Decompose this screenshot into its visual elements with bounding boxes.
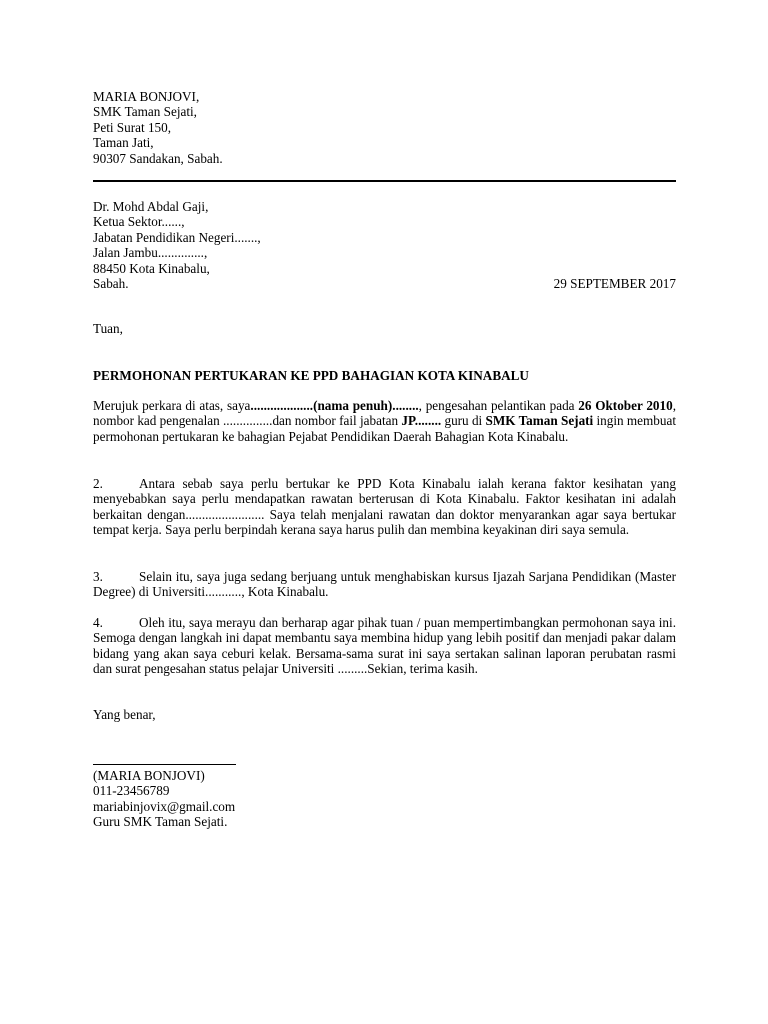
paragraph-2-text: Antara sebab saya perlu bertukar ke PPD Kota Kinabalu ialah kerana faktor kesihatan yang menyebabkan saya perlu mendapatkan rawatan berterusan di Kota Kinabalu. Faktor kesihatan ini adalah berkaitan dengan........................ Saya telah menjalani rawatan dan doktor menyarankan agar saya bertukar tempat kerja. Saya perlu berpindah kerana saya harus pulih dan membina keyakinan diri saya semula.: [93, 476, 676, 538]
file-number: JP........: [401, 413, 442, 429]
paragraph-2: [93, 476, 676, 538]
signer-title: Guru SMK Taman Sejati.: [93, 814, 228, 830]
appointment-date: 26 Oktober 2010: [578, 398, 673, 413]
recipient-state: Sabah.: [93, 276, 129, 292]
recipient-postcode-city: 88450 Kota Kinabalu,: [93, 260, 210, 276]
closing: Yang benar,: [93, 707, 156, 722]
sender-name: MARIA BONJOVI,: [93, 89, 200, 104]
paragraph-4-number: 4.: [93, 615, 103, 630]
paragraph-4-text: Oleh itu, saya merayu dan berharap agar pihak tuan / puan mempertimbangkan permohonan saya ini. Semoga dengan langkah ini dapat membantu saya membina hidup yang lebih positif dan menjadi pakar dalam bidang yang akan saya ceburi kelak. Bersama-sama surat ini saya sertakan salinan laporan perubatan rasmi dan surat pengesahan status pelajar Universiti .........Sekian, terima kasih.: [93, 615, 676, 677]
signer-name: (MARIA BONJOVI): [93, 768, 205, 783]
sender-postcode-city: 90307 Sandakan, Sabah.: [93, 150, 223, 166]
paragraph-1: [93, 398, 676, 444]
salutation: Tuan,: [93, 321, 123, 336]
sender-area: Taman Jati,: [93, 135, 154, 151]
paragraph-3-number: 3.: [93, 569, 103, 584]
paragraph-1-text: guru di: [441, 413, 486, 429]
paragraph-1-text: ingin membuat permohonan pertukaran ke bahagian Pejabat Pendidikan Daerah Bahagian Kota Kinabalu.: [93, 413, 676, 444]
paragraph-3-text: Selain itu, saya juga sedang berjuang untuk menghabiskan kursus Ijazah Sarjana Pendidikan (Master Degree) di Universiti..........., Kota Kinabalu.: [93, 569, 676, 600]
sender-school: SMK Taman Sejati,: [93, 104, 197, 120]
recipient-position: Ketua Sektor......,: [93, 214, 185, 230]
paragraph-3: [93, 569, 676, 600]
recipient-name: Dr. Mohd Abdal Gaji,: [93, 199, 209, 214]
signer-email: mariabinjovix@gmail.com: [93, 798, 236, 814]
header-divider: [93, 180, 676, 182]
recipient-address: [93, 199, 261, 291]
paragraph-4: [93, 615, 676, 677]
full-name-placeholder: ...................(nama penuh)........: [250, 398, 419, 413]
sender-po-box: Peti Surat 150,: [93, 119, 172, 135]
subject-heading: PERMOHONAN PERTUKARAN KE PPD BAHAGIAN KOTA KINABALU: [93, 368, 529, 383]
paragraph-2-number: 2.: [93, 476, 103, 491]
signer-phone: 011-23456789: [93, 783, 170, 799]
school-name: SMK Taman Sejati: [485, 413, 594, 429]
recipient-street: Jalan Jambu..............,: [93, 245, 208, 261]
sender-address: [93, 89, 223, 166]
signature-line: [93, 764, 236, 765]
paragraph-1-text: , nombor kad pengenalan ...............dan nombor fail jabatan: [93, 398, 677, 429]
recipient-department: Jabatan Pendidikan Negeri.......,: [93, 229, 261, 245]
paragraph-1-text: Merujuk perkara di atas, saya: [93, 398, 251, 413]
letter-date: 29 SEPTEMBER 2017: [553, 276, 676, 291]
signature-block: [93, 768, 235, 830]
paragraph-1-text: , pengesahan pelantikan pada: [418, 398, 579, 413]
